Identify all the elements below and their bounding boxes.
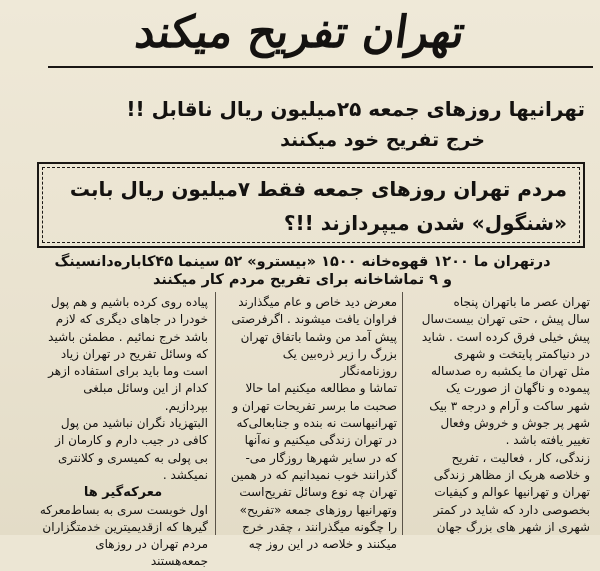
section-subtitle: معرکه‌گیر ها xyxy=(83,485,163,501)
paragraph-line: کدام از این وسائل مبلغی بپردازیم. xyxy=(83,381,208,413)
masthead-rule xyxy=(48,66,593,68)
paragraph-line: تهرانیهاست نه بنده و جنابعالی‌که xyxy=(236,416,397,431)
paragraph-line: در تهران زندگی میکنیم و نه‌آنها xyxy=(244,433,397,448)
paragraph-line: که وسائل تفریح در تهران زیاد xyxy=(60,346,208,361)
paragraph-line: است وما باید برای استفاده ازهر xyxy=(48,364,208,379)
paragraph-line: گیرها که ازقدیمیترین خدمتگزاران xyxy=(42,519,208,534)
paragraph-line: وتهرانیها روزهای جمعه «تفریح» xyxy=(239,502,397,517)
paragraph-line: معرض دید خاص و عام میگذارند xyxy=(238,295,397,309)
column-divider xyxy=(402,292,403,535)
paragraph-line: تهران و تهرانیها عوالم و کیفیات xyxy=(434,485,590,500)
paragraph-line: شهری از شهر های بزرگ جهان xyxy=(436,519,590,534)
subheadline-line1: درتهران ما ۱۲۰۰ قهوه‌خانه ۱۵۰۰ «بیسترو» ۵۲ سینما ۴۵کاباره‌دانسینگ xyxy=(54,254,551,270)
paragraph-line: مردم تهران در روزهای جمعه‌هستند xyxy=(95,537,208,569)
paragraph-line: بزرگ را زیر ذره‌بین یک روزنامه‌نگار xyxy=(282,346,397,379)
paragraph-line: پیموده و ناگهان از صورت یک xyxy=(446,381,590,396)
paragraph-line: سال پیش ، حتی تهران بیست‌سال xyxy=(421,312,590,327)
headline-secondary: خرج تفریح خود میکنند xyxy=(280,129,485,151)
boxed-headline-line2: «شنگول» شدن میپردازند !!؟ xyxy=(283,211,567,235)
paragraph-line: فراوان یافت میشوند . اگرفرصتی xyxy=(231,312,397,327)
boxed-headline xyxy=(37,162,585,248)
paragraph-line: تغییر یافته باشد . xyxy=(505,433,590,448)
article-column-right xyxy=(412,294,590,536)
paragraph-line: شهر ساکت و آرام و درجه ۳ بیک xyxy=(429,398,590,413)
paragraph-line: صحبت ما برسر تفریحات تهران و xyxy=(232,398,397,413)
paragraph-line: کافی در جیب دارم و کارمان از xyxy=(55,433,208,448)
boxed-headline-line1: مردم تهران روزهای جمعه فقط ۷میلیون ریال بابت xyxy=(69,177,567,201)
paragraph-line: پیاده روی کرده باشیم و هم پول xyxy=(50,295,208,309)
paragraph-line: گذرانند خوب نمیدانیم که در همین xyxy=(230,467,397,482)
paragraph-line: را چگونه میگذرانند ، چقدر خرج xyxy=(242,519,397,534)
paragraph-line: تهران چه نوع وسائل تفریح‌است xyxy=(239,485,397,500)
article-column-middle xyxy=(225,294,397,553)
paragraph-line: مثل تهران ما یکشبه ره صدساله xyxy=(430,364,590,379)
paragraph-line: که در سایر شهرها روزگار می- xyxy=(245,450,397,465)
paragraph-line: پیش آمد من وشما باتفاق تهران xyxy=(240,329,397,344)
article-column-left xyxy=(38,294,208,571)
paragraph-line: میکنند و خلاصه در این روز چه xyxy=(248,537,397,552)
paragraph-line: پیش خیلی فرق کرده است . شاید xyxy=(421,329,590,344)
paragraph-line: البتهزیاد نگران نباشید من پول xyxy=(60,416,208,431)
paragraph-line: نمیکشد . xyxy=(162,467,208,482)
paragraph-line: شهر پر جوش و خروش وفعال xyxy=(440,416,590,431)
paragraph-line: باشد خرج نمائیم . مطمئن باشید xyxy=(48,329,208,344)
paragraph-line: تهران عصر ما باتهران پنجاه xyxy=(453,295,590,309)
paragraph-line: اول خوبست سری به بساط‌معرکه xyxy=(39,502,208,517)
paragraph-line: بی پولی به کمیسری و کلانتری xyxy=(57,450,208,465)
paragraph-line: در دنیاکمتر پایتخت و شهری xyxy=(453,346,590,361)
paragraph-line: و خلاصه هریک از مظاهر زندگی xyxy=(433,467,590,482)
paragraph-line: زندگی، کار ، فعالیت ، تفریح xyxy=(451,450,590,465)
paragraph-line: بخصوصی دارد که شاید در کمتر xyxy=(433,502,590,517)
headline-primary: تهرانیها روزهای جمعه ۲۵میلیون ریال ناقابل !! xyxy=(126,97,585,121)
paragraph-line: خودرا در جاهای دیگری که لازم xyxy=(55,312,208,327)
subheadline-line2: و ۹ تماشاخانه برای تفریح مردم کار میکنند xyxy=(152,272,452,288)
paragraph-line: تماشا و مطالعه میکنیم اما حالا xyxy=(245,381,397,396)
masthead-title: تهران تفریح میکند xyxy=(132,7,469,58)
column-divider xyxy=(215,292,216,535)
